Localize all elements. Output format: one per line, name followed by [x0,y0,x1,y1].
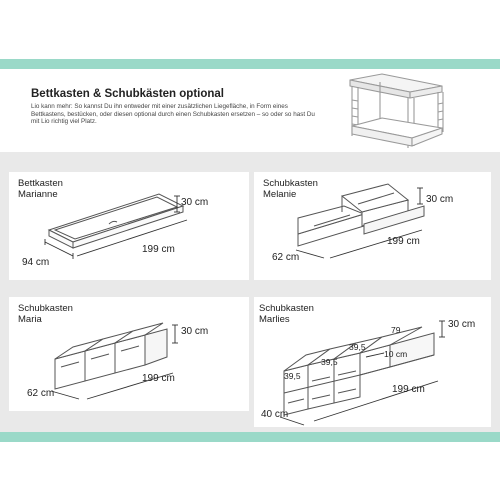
bottom-accent-band [0,432,500,442]
panel-name: Schubkasten [259,303,314,314]
panel-schubkasten-maria [9,297,249,411]
compartment-b-label: 39,5 [321,357,338,367]
height-dimension: 30 cm [181,197,209,208]
bed-illustration [330,72,450,152]
panel-model: Marlies [259,314,290,325]
height-dimension: 30 cm [181,326,209,337]
gap-dimension: 10 cm [384,349,408,359]
height-dimension: 30 cm [426,194,454,205]
page-title: Bettkasten & Schubkästen optional [31,88,224,100]
depth-dimension: 94 cm [22,257,50,268]
panel-bettkasten-marianne [9,172,249,280]
compartment-a-label: 39,5 [284,371,301,381]
top-accent-band [0,59,500,69]
depth-dimension: 62 cm [272,252,300,263]
compartment-d-label: 79 [391,325,401,335]
compartment-c-label: 39,5 [349,342,366,352]
panel-schubkasten-melanie [254,172,491,280]
depth-dimension: 40 cm [261,409,289,420]
page-description: Lio kann mehr: So kannst Du ihn entweder mit einer zusätzlichen Liegefläche, in Form eines Bettkastens, bestücken, oder diesen optional durch einen Schubkasten ersetzen – so oder so hast Du mit Lio richtig viel Platz. [31,103,315,126]
depth-dimension: 62 cm [27,388,55,399]
panel-schubkasten-marlies [254,297,491,427]
panel-model: Marianne [18,189,58,200]
length-dimension: 199 cm [392,384,425,395]
panel-name: Schubkasten [18,303,73,314]
panel-model: Melanie [263,189,297,200]
length-dimension: 199 cm [142,244,175,255]
panel-name: Bettkasten [18,178,63,189]
schubkasten-marlies-drawing [254,297,491,427]
schubkasten-melanie-drawing [254,172,491,280]
panel-name: Schubkasten [263,178,318,189]
length-dimension: 199 cm [387,236,420,247]
height-dimension: 30 cm [448,319,476,330]
panel-model: Maria [18,314,42,325]
length-dimension: 199 cm [142,373,175,384]
